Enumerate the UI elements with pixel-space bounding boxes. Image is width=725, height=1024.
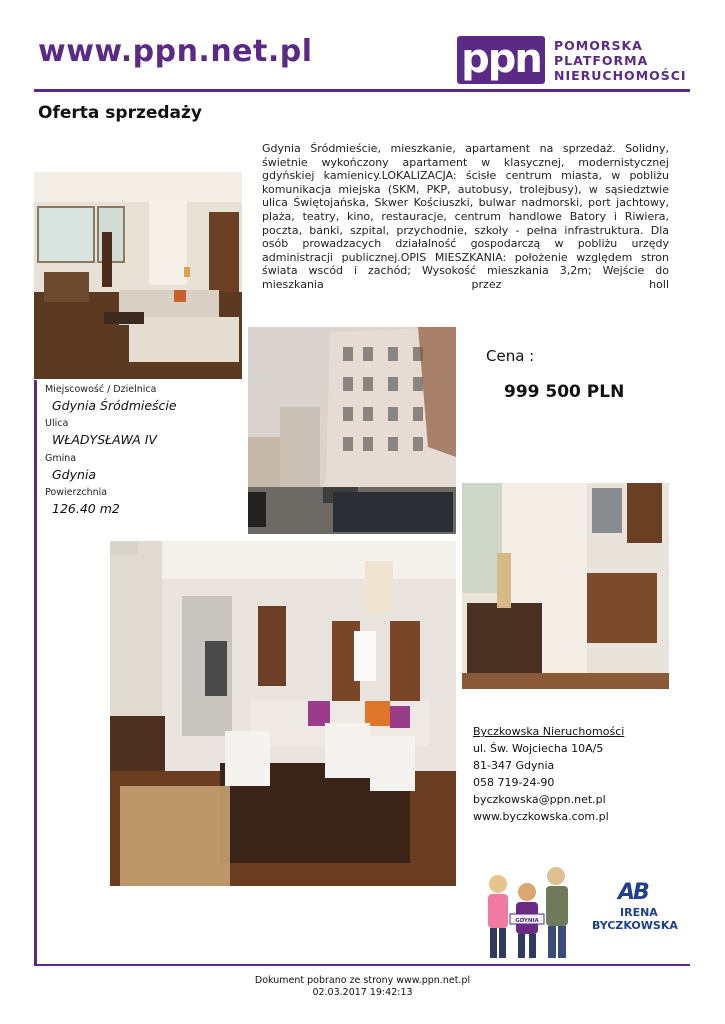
logo-line-2: PLATFORMA xyxy=(554,53,649,68)
price-label: Cena : xyxy=(486,347,535,365)
municipality-value: Gdynia xyxy=(52,467,97,482)
logo-ab-letters: AB xyxy=(618,880,648,905)
banner-text: GDYNIA xyxy=(515,918,539,924)
photo-kitchen xyxy=(462,483,669,689)
photo-living-room xyxy=(34,172,242,379)
ppn-logo[interactable] xyxy=(457,36,687,86)
price-value: 999 500 PLN xyxy=(504,382,625,402)
area-label: Powierzchnia xyxy=(45,487,108,498)
agency-phone[interactable]: 058 719-24-90 xyxy=(473,776,555,789)
footer xyxy=(0,975,725,999)
logo-line-3: NIERUCHOMOŚCI xyxy=(554,68,687,83)
left-accent-rule xyxy=(34,380,37,966)
agents-photo xyxy=(480,862,580,960)
ppn-logo-text xyxy=(554,38,687,83)
logo-firstname: IRENA xyxy=(620,906,658,919)
header-divider xyxy=(34,89,690,92)
agency-name[interactable]: Byczkowska Nieruchomości xyxy=(473,725,625,738)
footer-timestamp: 02.03.2017 19:42:13 xyxy=(312,987,413,998)
ppn-logo-mark: ppn xyxy=(457,36,545,84)
offer-description: Gdynia Śródmieście, mieszkanie, apartament na sprzedaż. Solidny, świetnie wykończony apartament w klasycznej, modernistycznej gdyńskiej kamienicy.LOKALIZACJA: ścisłe centrum miasta, w pobliżu komunikacja miejska (SKM, PKP, autobusy, trolejbusy), w sąsiedztwie ulica Świętojańska, Skwer Kościuszki, bulwar nadmorski, port jachtowy, plaża, teatry, kino, restauracje, centrum handlowe Batory i Riwiera, poczta, banki, szpital, przychodnie, szkoły - pełna infrastruktura. Dla osób prowadzacych działalność gospodarczą w pobliżu urzędy administracji publicznej.OPIS MIESZKANIA: położenie względem stron świata wscód i zachód; Wysokość mieszkania 3,2m; Wejście do mieszkania przez holl xyxy=(262,142,669,291)
agency-street: ul. Św. Wojciecha 10A/5 xyxy=(473,742,604,755)
photo-building-exterior xyxy=(248,327,456,534)
site-url[interactable]: www.ppn.net.pl xyxy=(38,34,313,69)
street-value: WŁADYSŁAWA IV xyxy=(52,432,157,447)
footer-divider xyxy=(34,964,690,966)
logo-line-1: POMORSKA xyxy=(554,38,643,53)
municipality-label: Gmina xyxy=(45,453,77,464)
location-label: Miejscowość / Dzielnica xyxy=(45,384,157,395)
agency-email[interactable]: byczkowska@ppn.net.pl xyxy=(473,793,606,806)
street-label: Ulica xyxy=(45,418,69,429)
agency-website[interactable]: www.byczkowska.com.pl xyxy=(473,810,609,823)
logo-surname: BYCZKOWSKA xyxy=(592,919,678,932)
area-value: 126.40 m2 xyxy=(52,501,120,516)
agency-city: 81-347 Gdynia xyxy=(473,759,555,772)
footer-source: Dokument pobrano ze strony www.ppn.net.pl xyxy=(254,975,471,986)
location-value: Gdynia Śródmieście xyxy=(52,398,177,413)
photo-dining-room xyxy=(110,541,456,886)
byczkowska-logo[interactable] xyxy=(590,880,685,935)
section-title: Oferta sprzedaży xyxy=(38,103,202,123)
